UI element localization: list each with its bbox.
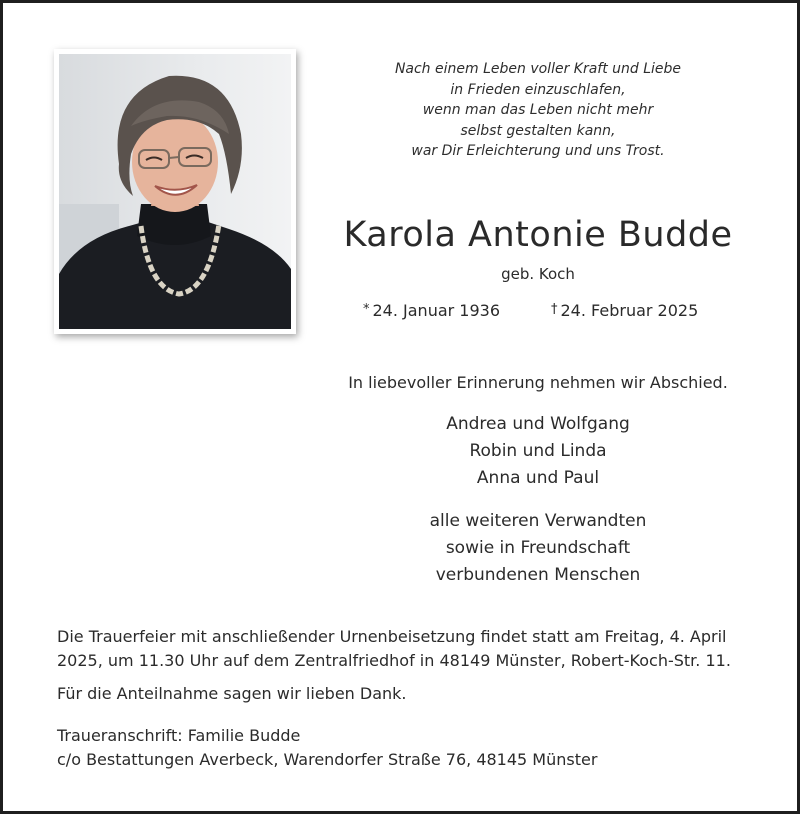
relatives-text [333,508,743,589]
address-line: c/o Bestattungen Averbeck, Warendorfer Straße 76, 48145 Münster [57,750,598,769]
ceremony-line: 2025, um 11.30 Uhr auf dem Zentralfriedhof in 48149 Münster, Robert-Koch-Str. 11. [57,651,731,670]
ceremony-info [57,625,757,673]
relatives-line: alle weiteren Verwandten [429,511,647,531]
poem-line: wenn man das Leben nicht mehr [422,102,654,118]
mourner-name: Robin und Linda [469,441,607,461]
poem-line: in Frieden einzuschlafen, [450,81,626,98]
mourner-name: Anna und Paul [476,468,600,488]
mourner-names [333,411,743,492]
birth-date-line [363,298,528,323]
relatives-line: verbundenen Menschen [435,565,641,585]
birth-star-icon: * [363,302,370,317]
address-line: Traueranschrift: Familie Budde [57,726,301,745]
ceremony-line: Die Trauerfeier mit anschließender Urnenbeisetzung findet statt am Freitag, 4. April [57,627,727,646]
mourning-address [57,724,757,772]
poem-line: selbst gestalten kann, [460,122,616,139]
portrait-photo-icon [59,54,291,329]
relatives-line: sowie in Freundschaft [445,538,631,558]
portrait-photo [54,49,296,334]
death-cross-icon: † [551,302,558,317]
memorial-poem [333,59,743,162]
deceased-name: Karola Antonie Budde [343,215,733,255]
farewell-intro: In liebevoller Erinnerung nehmen wir Abschied. [348,373,728,392]
poem-line: Nach einem Leben voller Kraft und Liebe [394,61,682,77]
birth-date: 24. Januar 1936 [372,301,501,320]
mourner-name: Andrea und Wolfgang [446,414,630,434]
maiden-name: geb. Koch [501,265,575,283]
thanks-text: Für die Anteilnahme sagen wir lieben Dank. [57,684,407,703]
death-date-line [551,298,741,323]
death-date: 24. Februar 2025 [560,301,699,320]
poem-line: war Dir Erleichterung und uns Trost. [411,143,665,159]
